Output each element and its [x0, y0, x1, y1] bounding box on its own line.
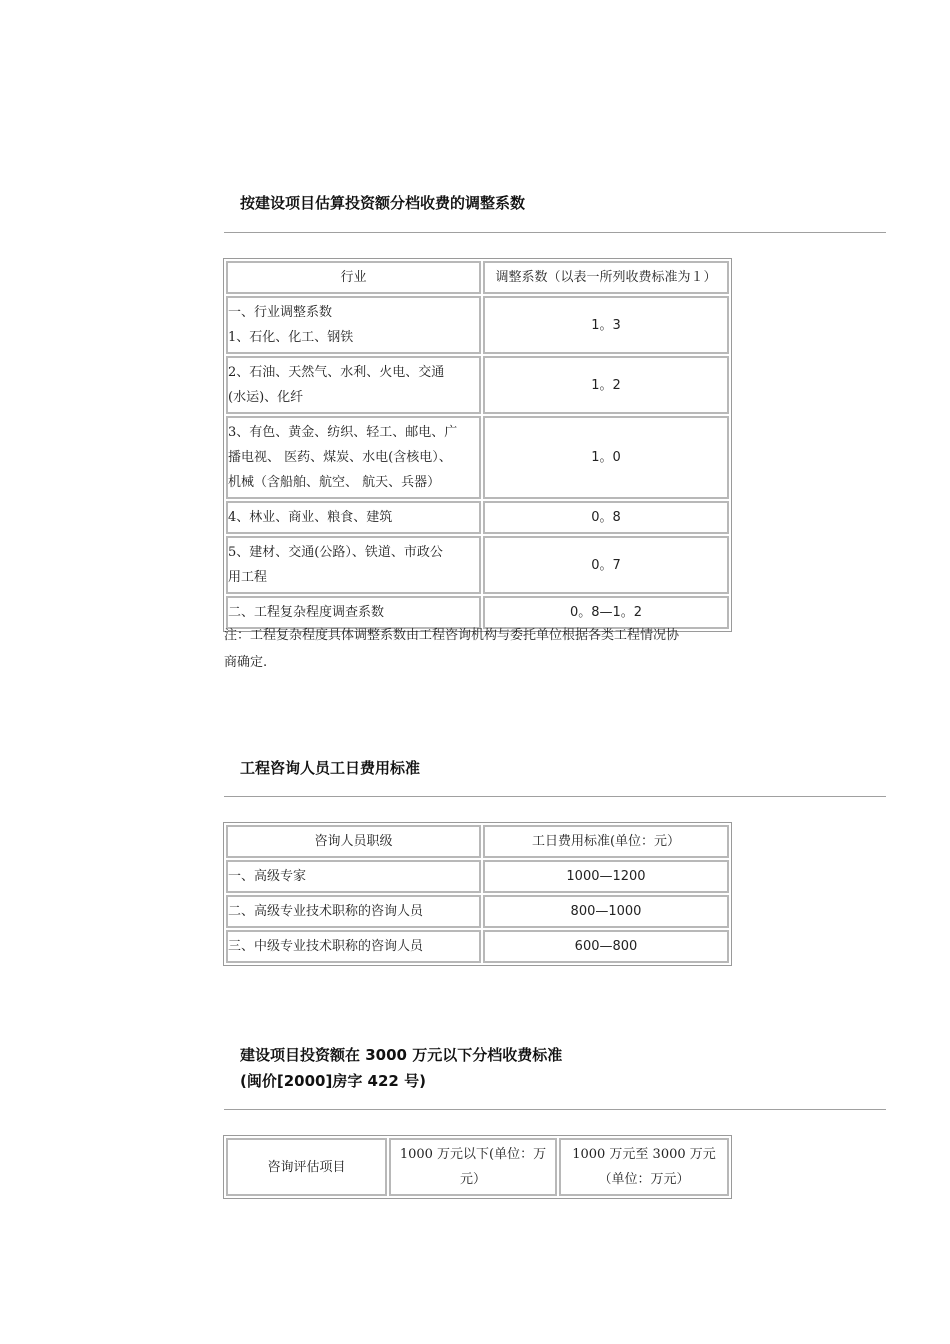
- row-label: [226, 296, 481, 354]
- row-label: 二、高级专业技术职称的咨询人员: [226, 895, 481, 928]
- table-row: [226, 930, 729, 963]
- industry-coefficient-table: [223, 258, 732, 632]
- table-row: [226, 296, 729, 354]
- footnote-line: 商确定.: [224, 655, 268, 670]
- header-line: 1000 万元至 3000 万元: [572, 1147, 716, 1162]
- row-value: 1。3: [483, 296, 729, 354]
- table-row: [226, 536, 729, 594]
- row-label: [226, 356, 481, 414]
- header-below-1000: [389, 1138, 557, 1196]
- row-value: 1000—1200: [483, 860, 729, 893]
- row-label-line: 播电视、 医药、煤炭、水电(含核电）、: [228, 450, 452, 465]
- header-rank: 咨询人员职级: [226, 825, 481, 858]
- section3-title: 建设项目投资额在 3000 万元以下分档收费标准: [240, 1046, 563, 1064]
- row-label-line: 3、有色、黄金、纺织、轻工、邮电、广: [228, 425, 458, 440]
- table-header-row: [226, 825, 729, 858]
- section1-divider: [224, 232, 886, 233]
- table-row: [226, 356, 729, 414]
- section2-title: 工程咨询人员工日费用标准: [240, 759, 421, 777]
- row-label: [226, 416, 481, 499]
- row-value: 0。8: [483, 501, 729, 534]
- row-label-line: (水运)、化纤: [228, 390, 304, 405]
- fee-standard-table: [223, 1135, 732, 1199]
- row-label-line: 一、行业调整系数: [228, 305, 333, 320]
- footnote: [224, 622, 729, 676]
- section2-divider: [224, 796, 886, 797]
- header-line: 1000 万元以下(单位：万: [399, 1147, 547, 1162]
- section1-title: 按建设项目估算投资额分档收费的调整系数: [240, 194, 526, 212]
- row-label-line: 5、建材、交通(公路）、铁道、市政公: [228, 545, 443, 560]
- row-label: [226, 501, 481, 534]
- row-label-line: 1、石化、化工、钢铁: [228, 330, 354, 345]
- row-label-line: 机械（含船舶、航空、 航天、兵器）: [228, 475, 441, 490]
- row-label: 三、中级专业技术职称的咨询人员: [226, 930, 481, 963]
- row-label-line: 4、林业、商业、粮食、建筑: [228, 510, 393, 525]
- table-row: [226, 501, 729, 534]
- row-label: [226, 536, 481, 594]
- table-header-row: [226, 261, 729, 294]
- footnote-line: 注：工程复杂程度具体调整系数由工程咨询机构与委托单位根据各类工程情况协: [224, 628, 680, 643]
- row-label-line: 用工程: [228, 570, 268, 585]
- row-label-line: 二、工程复杂程度调查系数: [228, 605, 385, 620]
- row-label-line: 2、石油、天然气、水利、火电、交通: [228, 365, 445, 380]
- table-row: [226, 416, 729, 499]
- section3-divider: [224, 1109, 886, 1110]
- row-value: 800—1000: [483, 895, 729, 928]
- header-1000-3000: [559, 1138, 729, 1196]
- consultant-fee-table: [223, 822, 732, 966]
- row-label: 一、高级专家: [226, 860, 481, 893]
- table-row: [226, 860, 729, 893]
- header-line: 元）: [459, 1172, 486, 1187]
- table-header-row: [226, 1138, 729, 1196]
- section3-subtitle: (闽价[2000]房字 422 号): [240, 1072, 426, 1090]
- header-coefficient: 调整系数（以表一所列收费标准为１）: [483, 261, 729, 294]
- header-item: 咨询评估项目: [226, 1138, 387, 1196]
- row-value: 1。0: [483, 416, 729, 499]
- row-value: 600—800: [483, 930, 729, 963]
- row-value: 0。8—1。2: [483, 596, 729, 629]
- header-line: （单位：万元）: [598, 1172, 690, 1187]
- header-industry: 行业: [226, 261, 481, 294]
- row-value: 0。7: [483, 536, 729, 594]
- table-row: [226, 895, 729, 928]
- header-daily-fee: 工日费用标准(单位：元）: [483, 825, 729, 858]
- row-value: 1。2: [483, 356, 729, 414]
